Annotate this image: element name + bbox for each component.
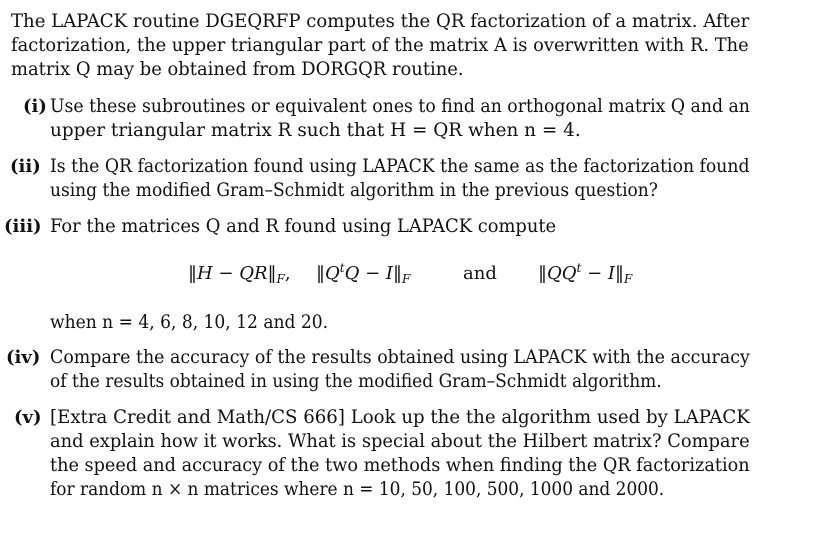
norm-qtq-minus-i: $‖Q^tQ$ − $I‖_F$: [316, 261, 411, 286]
and-word: and: [463, 263, 497, 284]
item-iv-label: (iv): [6, 347, 41, 368]
intro-line-2: factorization, the upper triangular part of the matrix A is overwritten with R. The: [11, 35, 749, 56]
item-ii-label: (ii): [10, 156, 41, 177]
norm-qqt-minus-i: $‖QQ^t$ − $I‖_F$: [538, 261, 633, 286]
item-i-label: (i): [23, 96, 47, 117]
item-v-line-3: the speed and accuracy of the two methods when finding the QR factorization: [50, 455, 750, 476]
item-v-line-2: and explain how it works. What is special about the Hilbert matrix? Compare: [50, 431, 750, 452]
norm-expressions: [0, 260, 818, 288]
item-iii-after: when n = 4, 6, 8, 10, 12 and 20.: [50, 312, 329, 333]
item-v-label: (v): [14, 407, 42, 428]
item-i-line-2: upper triangular matrix R such that H = QR when n = 4.: [50, 120, 581, 141]
item-i-line-1: Use these subroutines or equivalent ones to find an orthogonal matrix Q and an: [50, 96, 750, 117]
item-iii-line-1: For the matrices Q and R found using LAPACK compute: [50, 216, 557, 237]
item-iv-line-2: of the results obtained in using the modified Gram–Schmidt algorithm.: [50, 371, 662, 392]
item-v-line-1: [Extra Credit and Math/CS 666] Look up the the algorithm used by LAPACK: [50, 407, 750, 428]
intro-line-1: The LAPACK routine DGEQRFP computes the QR factorization of a matrix. After: [11, 11, 750, 32]
item-iv-line-1: Compare the accuracy of the results obtained using LAPACK with the accuracy: [50, 347, 750, 368]
item-v-line-4: for random n × n matrices where n = 10, 50, 100, 500, 1000 and 2000.: [50, 479, 665, 500]
intro-line-3: matrix Q may be obtained from DORGQR routine.: [11, 59, 464, 80]
item-iii-label: (iii): [4, 216, 42, 237]
norm-h-minus-qr: ‖H − $QR‖_F$,: [188, 263, 291, 286]
item-ii-line-1: Is the QR factorization found using LAPACK the same as the factorization found: [50, 156, 750, 177]
item-ii-line-2: using the modified Gram–Schmidt algorithm in the previous question?: [50, 180, 658, 201]
